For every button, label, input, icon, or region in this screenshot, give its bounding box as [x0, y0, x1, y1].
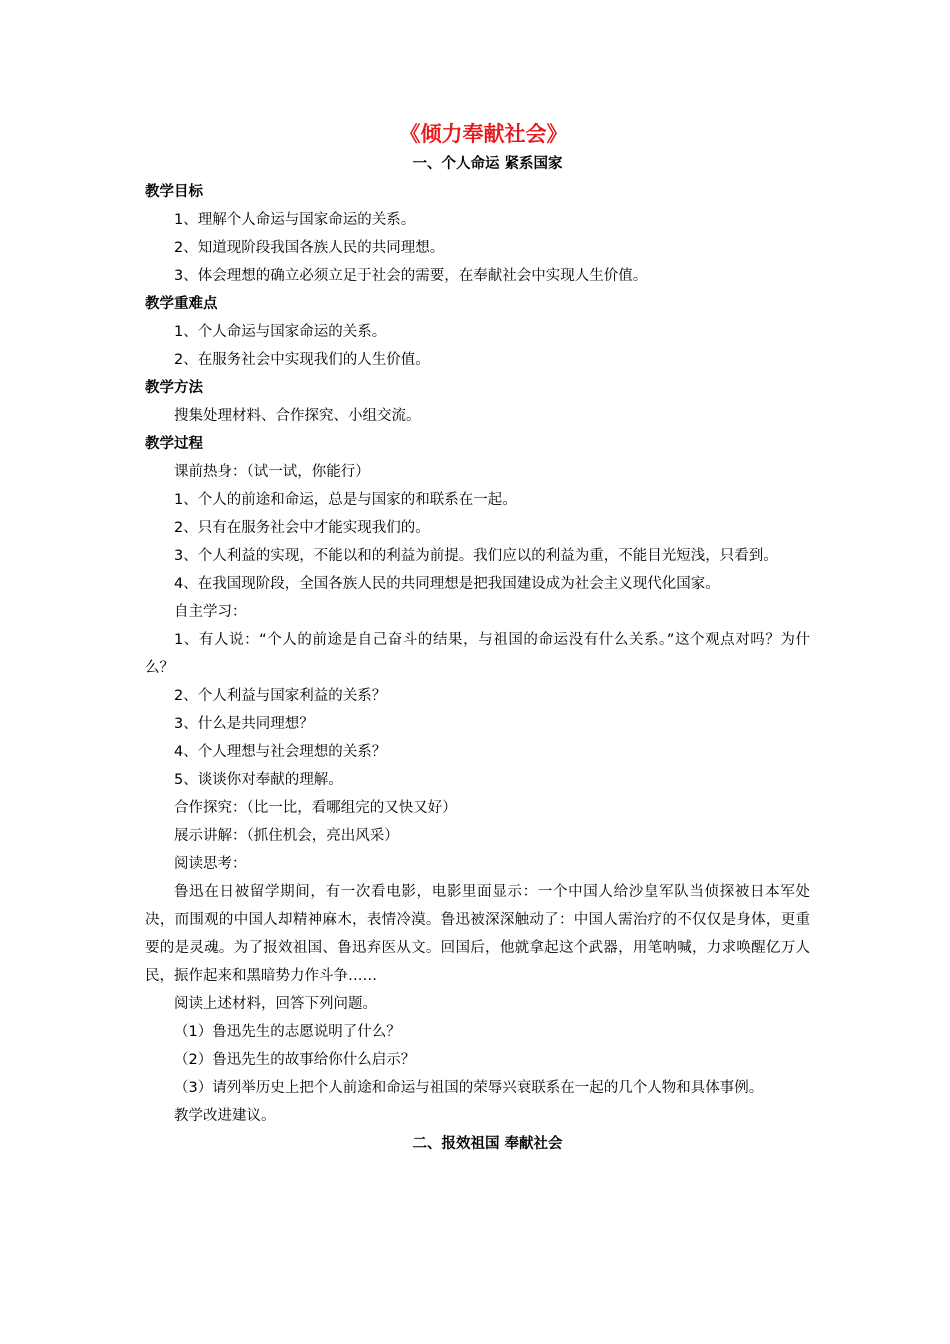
warmup-item: 3、个人利益的实现，不能以和的利益为前提。我们应以的利益为重，不能目光短浅，只看到。 [174, 548, 778, 564]
objective-item: 2、知道现阶段我国各族人民的共同理想。 [174, 240, 445, 256]
warmup-item: 4、在我国现阶段，全国各族人民的共同理想是把我国建设成为社会主义现代化国家。 [174, 576, 720, 592]
cooperation-text: 合作探究：（比一比，看哪组完的又快又好） [174, 800, 457, 816]
objective-item: 3、体会理想的确立必须立足于社会的需要，在奉献社会中实现人生价值。 [174, 268, 648, 284]
methods-text: 搜集处理材料、合作探究、小组交流。 [174, 408, 421, 424]
question-item: （1）鲁迅先生的志愿说明了什么？ [174, 1024, 401, 1040]
self-study-item: 3、什么是共同理想？ [174, 716, 314, 732]
improvement-text: 教学改进建议。 [174, 1108, 276, 1124]
key-points-heading: 教学重难点 [145, 296, 218, 312]
warmup-item: 1、个人的前途和命运，总是与国家的和联系在一起。 [174, 492, 517, 508]
presentation-text: 展示讲解：（抓住机会，亮出风采） [174, 828, 399, 844]
reading-label: 阅读思考： [174, 856, 247, 872]
question-item: （3）请列举历史上把个人前途和命运与祖国的荣辱兴衰联系在一起的几个人物和具体事例。 [174, 1080, 764, 1096]
section-2-title: 二、报效祖国 奉献社会 [412, 1136, 563, 1152]
methods-heading: 教学方法 [145, 380, 203, 396]
reading-passage: 鲁迅在日被留学期间，有一次看电影，电影里面显示：一个中国人给沙皇军队当侦探被日本军处决，而围观的中国人却精神麻木，表情冷漠。鲁迅被深深触动了：中国人需治疗的不仅仅是身体，更重要的是灵魂。为了报效祖国、鲁迅弃医从文。回国后，他就拿起这个武器，用笔呐喊，力求唤醒亿万人民，振作起来和黑暗势力作斗争…… [145, 884, 810, 984]
warmup-item: 2、只有在服务社会中才能实现我们的。 [174, 520, 430, 536]
document-page [145, 118, 810, 1158]
document-title: 《倾力奉献社会》 [399, 122, 568, 146]
objective-item: 1、理解个人命运与国家命运的关系。 [174, 212, 416, 228]
self-study-item: 2、个人利益与国家利益的关系？ [174, 688, 387, 704]
key-point-item: 1、个人命运与国家命运的关系。 [174, 324, 387, 340]
question-item: （2）鲁迅先生的故事给你什么启示？ [174, 1052, 416, 1068]
warmup-label: 课前热身：（试一试，你能行） [174, 464, 370, 480]
self-study-item: 5、谈谈你对奉献的理解。 [174, 772, 343, 788]
self-study-item: 4、个人理想与社会理想的关系？ [174, 744, 387, 760]
reading-prompt: 阅读上述材料，回答下列问题。 [174, 996, 377, 1012]
section-1-title: 一、个人命运 紧系国家 [412, 156, 563, 172]
process-heading: 教学过程 [145, 436, 203, 452]
key-point-item: 2、在服务社会中实现我们的人生价值。 [174, 352, 430, 368]
objectives-heading: 教学目标 [145, 184, 203, 200]
self-study-item: 1、有人说：“个人的前途是自己奋斗的结果，与祖国的命运没有什么关系。”这个观点对吗？为什么？ [145, 632, 810, 676]
self-study-label: 自主学习： [174, 604, 247, 620]
